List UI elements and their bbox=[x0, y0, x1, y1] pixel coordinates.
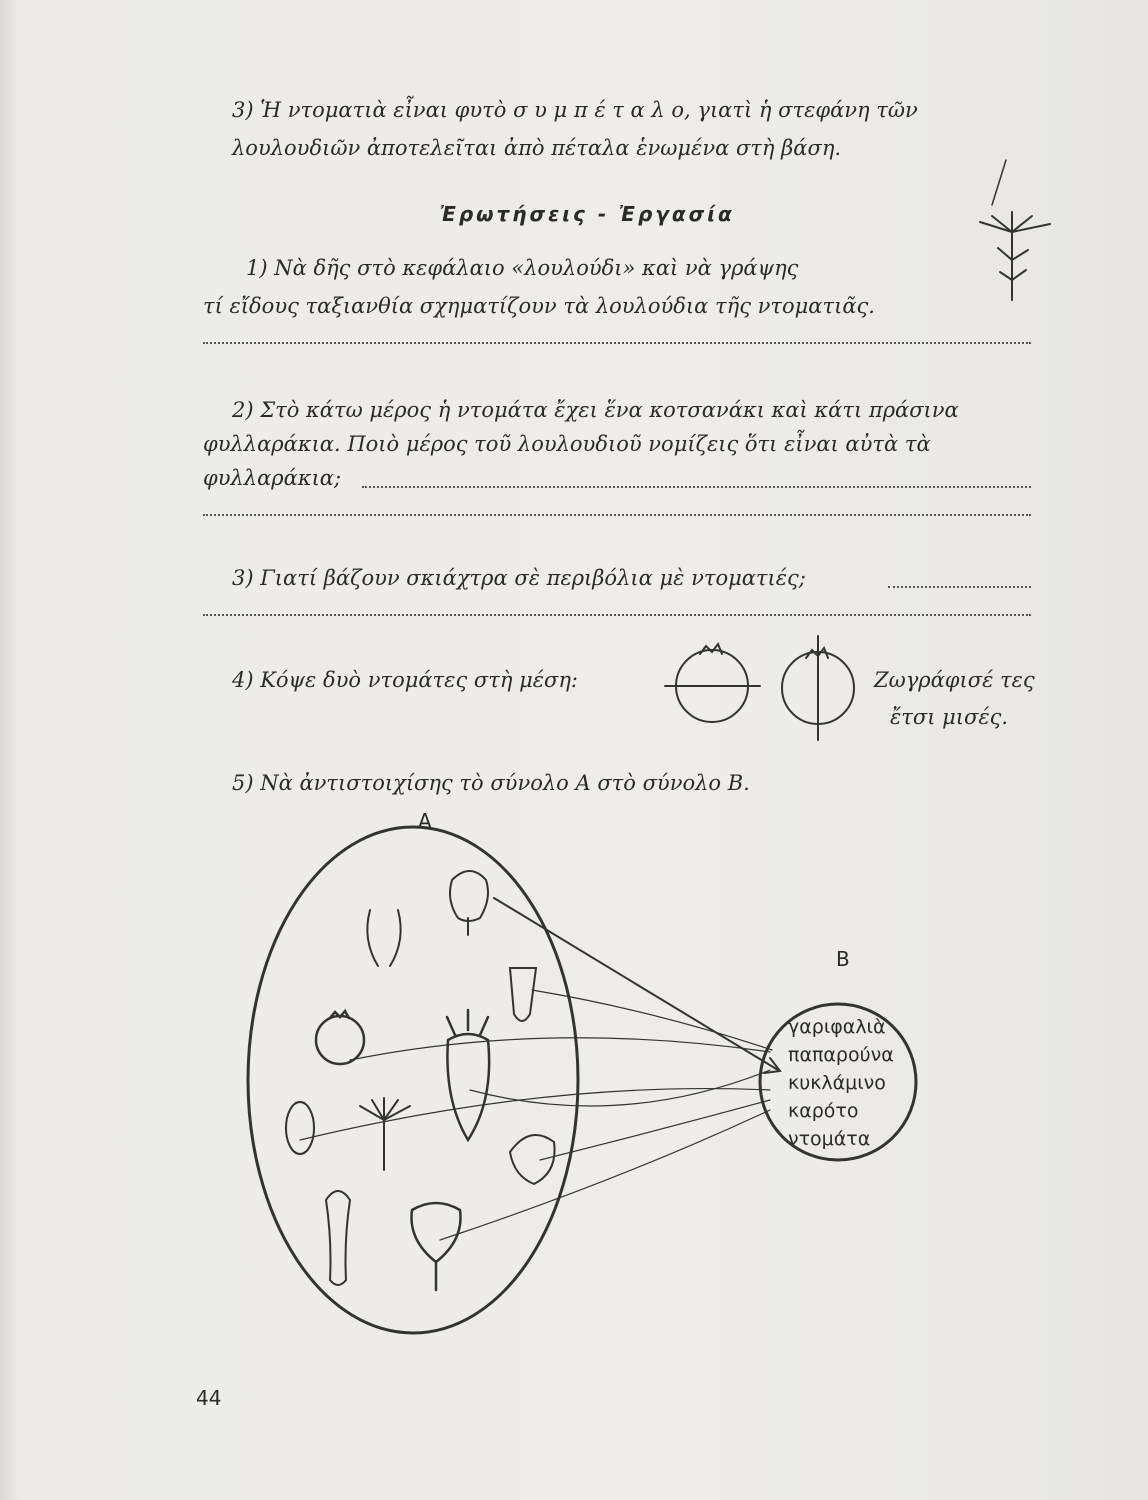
set-a-label: A bbox=[418, 809, 432, 833]
section-heading: Ἐρωτήσεις - Ἐργασία bbox=[440, 202, 735, 226]
set-b-item-poppy: παπαρούνα bbox=[788, 1044, 894, 1066]
tomato-drawing-icon bbox=[316, 1011, 364, 1064]
matching-arrows bbox=[300, 898, 780, 1240]
set-b-item-carrot: καρότο bbox=[788, 1100, 859, 1122]
set-b-item-tomato: ντομάτα bbox=[788, 1128, 871, 1150]
hairy-fruit-drawing-icon bbox=[286, 1102, 314, 1154]
set-b-item-carnation: γαριφαλιὰ bbox=[788, 1016, 886, 1038]
umbel-sketch-icon bbox=[980, 160, 1050, 300]
set-b-label: B bbox=[836, 947, 850, 971]
carrot-drawing-icon bbox=[447, 1010, 489, 1140]
text-line-1: 3) Ἡ ντοματιὰ εἶναι φυτὸ σ υ μ π έ τ α λ ο, γιατὶ ἡ στεφάνη τῶν bbox=[232, 98, 918, 122]
tomato-vertical-cut-icon bbox=[782, 636, 854, 740]
set-a-ellipse bbox=[248, 827, 578, 1333]
calyx-tube-drawing-icon bbox=[510, 968, 536, 1021]
question-1-line-1: 1) Νὰ δῆς στὸ κεφάλαιο «λουλούδι» καὶ νὰ γράψης bbox=[246, 256, 799, 280]
carnation-calyx-drawing-icon bbox=[450, 871, 488, 935]
question-2-line-2: φυλλαράκια. Ποιὸ μέρος τοῦ λουλουδιοῦ νομίζεις ὅτι εἶναι αὐτὰ τὰ bbox=[203, 432, 931, 456]
question-1-line-2: τί εἴδους ταξιανθία σχηματίζουν τὰ λουλούδια τῆς ντοματιᾶς. bbox=[203, 294, 875, 318]
leaf-drawing-icon bbox=[510, 1135, 555, 1184]
question-4-end-1: Ζωγράφισέ τες bbox=[874, 668, 1035, 692]
set-b-circle bbox=[760, 1004, 916, 1160]
question-4-end-2: ἔτσι μισές. bbox=[890, 705, 1009, 729]
question-2-line-3: φυλλαράκια; bbox=[203, 466, 342, 490]
pistil-drawing-icon bbox=[326, 1191, 350, 1285]
stamen-drawing-icon bbox=[367, 910, 400, 966]
question-5: 5) Νὰ ἀντιστοιχίσης τὸ σύνολο Α στὸ σύνολο Β. bbox=[232, 771, 750, 795]
tomato-horizontal-cut-icon bbox=[665, 644, 760, 722]
poppy-capsule-drawing-icon bbox=[412, 1203, 461, 1290]
question-3: 3) Γιατί βάζουν σκιάχτρα σὲ περιβόλια μὲ ντοματιές; bbox=[232, 566, 806, 590]
question-2-line-1: 2) Στὸ κάτω μέρος ἡ ντομάτα ἔχει ἕνα κοτσανάκι καὶ κάτι πράσινα bbox=[232, 398, 959, 422]
text-line-2: λουλουδιῶν ἀποτελεῖται ἀπὸ πέταλα ἑνωμένα στὴ βάση. bbox=[232, 136, 842, 160]
page-number: 44 bbox=[196, 1386, 222, 1410]
set-b-item-cyclamen: κυκλάμινο bbox=[788, 1072, 886, 1094]
question-4-start: 4) Κόψε δυὸ ντομάτες στὴ μέση: bbox=[232, 668, 578, 692]
umbel-drawing-icon bbox=[360, 1098, 410, 1170]
